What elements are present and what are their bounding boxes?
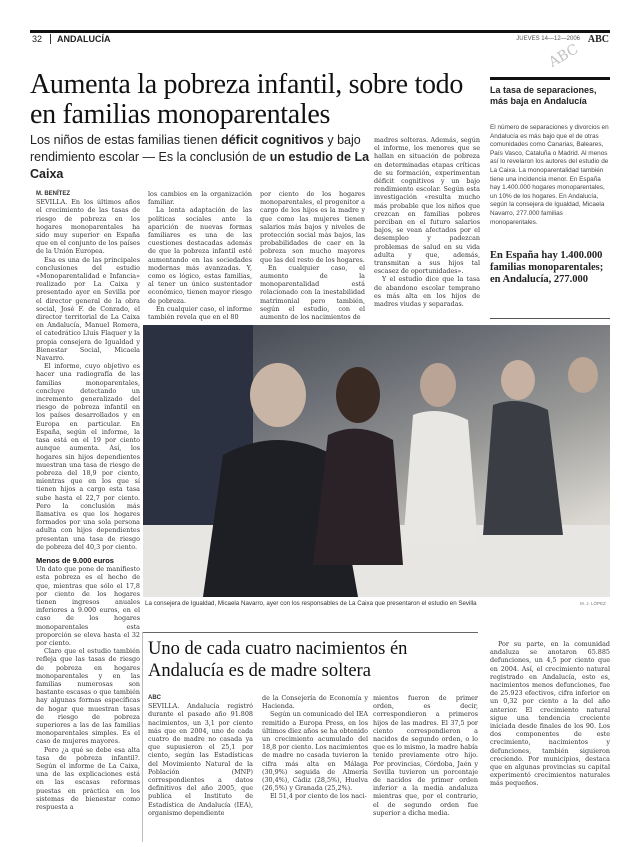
paragraph: Un dato que pone de manifiesto esta pobreza es el hecho de que, mientras que sólo el 17,8 por ciento de los hogares tienen ingresos anuales inferiores a 9.000 euros, en el caso de los hogares monoparentales esta proporción se eleva hasta el 32 por ciento. xyxy=(36,565,140,647)
pull-quote: En España hay 1.400.000 familias monoparentales; en Andalucía, 277.000 xyxy=(490,250,604,285)
paragraph: Según un comunicado del IEA remitido a Europa Press, en los últimos diez años se ha obtenido un crecimiento acumulado del 18,8 por ciento. Los nacimientos de madre no casada tuvieron la cifra más alta en Málaga (30,9%) seguida de Almería (30,4%), Cádiz (28,5%), Huelva (26,5%) y Granada (25,2%). xyxy=(262,710,368,793)
article1-column-2 xyxy=(148,190,252,321)
article2-column-3 xyxy=(373,694,478,817)
byline: ABC xyxy=(148,695,161,701)
page-number: 32 xyxy=(32,34,43,44)
section-name: ANDALUCÍA xyxy=(50,34,111,44)
paragraph: El informe, cuyo objetivo es hacer una radiografía de las familias monoparentales, concluye detectando un incremento generalizado del riesgo de pobreza infantil en los países desarrollados y en Europa en particular. En España, según el informe, la tasa está en el 19 por ciento aunque aumenta. Así, los hogares sin hijos dependientes muestran una tasa de riesgo de pobreza del 18,9 por ciento, mientras que en los que sí tienen hijos a cargo esta tasa sube hasta el 22,7 por ciento. Pero la conclusión más llamativa es que los hogares formados por una sola persona adulta con hijos dependientes presentan una tasa de riesgo de pobreza del 40,3 por ciento. xyxy=(36,362,140,551)
sidebar-bottom-rule xyxy=(490,318,610,319)
article2-column-1 xyxy=(148,694,253,817)
paragraph: La lenta adaptación de las políticas sociales ante la aparición de nuevas formas familiares es una de las cuestiones destacadas además de que la pobreza infantil esté aumentando en las sociedades modernas más avanzadas. Y, como es lógico, estas familias, al tener un único sustentador económico, tienen mayor riesgo de pobreza. xyxy=(148,206,252,305)
photo-caption: La consejera de Igualdad, Micaela Navarro, ayer con los responsables de La Caixa que presentaron el estudio en Sevilla xyxy=(145,600,477,607)
article1-column-1 xyxy=(36,190,140,811)
paragraph: Esa es una de las principales conclusiones del estudio «Monoparentalidad e Infancia» realizado por La Caixa y presentado ayer en Sevilla por el director general de la obra social, José F. de Conrado, el director territorial de La Caixa en Andalucía, Manuel Romera, el catedrático Lluís Flaquer y la propia consejera de Igualdad y Bienestar Social, Micaela Navarro. xyxy=(36,255,140,363)
paragraph: los cambios en la organización familiar. xyxy=(148,190,252,207)
paragraph: Y el estudio dice que la tasa de abandono escolar temprano es más alta en los hijos de madres viudas y separadas. xyxy=(374,275,480,309)
subhead-bold: un estudio de La Caixa xyxy=(30,150,370,181)
column-divider xyxy=(142,632,143,842)
press-conference-photo xyxy=(143,325,610,597)
paragraph: Pero ¿a qué se debe esa alta tasa de pobreza infantil?. Según el informe de La Caixa, una de las explicaciones está en las escasas reformas puestas en práctica en los sistemas de bienestar como respuesta a xyxy=(36,745,140,812)
article2-rule xyxy=(143,632,478,633)
sidebar-rule xyxy=(490,77,610,80)
subhead-text: Los niños de estas familias tienen xyxy=(30,133,222,147)
paragraph: mientos fueron de primer orden, es decir, correspondieron a primeros hijos de las madres. El 37,5 por ciento correspondieron a nacidos de segundo orden, o lo que es lo mismo, la madre había tenido previamente otro hijo. Por provincias, Córdoba, Jaén y Sevilla tuvieron un porcentaje de nacidos de primer orden inferior a la media andaluza mientras que, por el contrario, el de segundo orden fue superior a dicha media. xyxy=(373,694,478,817)
paragraph: por ciento de los hogares monoparentales, el progenitor a cargo de los hijos es la madre y que como las mujeres tienen salarios más bajos y niveles de protección social más bajos, las probabilidades de caer en la pobreza son mucho mayores que las del resto de los hogares. xyxy=(260,190,365,264)
paragraph: Claro que el estudio también refleja que las tasas de riesgo de pobreza en hogares monoparentales y en las familias numerosas son bastante escasas o que también hay algunas formas específicas de hogar que muestran tasas de riesgo de pobreza superiores a las de las familias monoparentales simples. Es el caso de mujeres mayores. xyxy=(36,647,140,746)
subhead-bold: déficit cognitivos xyxy=(221,133,324,147)
paragraph: SEVILLA. Andalucía registró durante el pasado año 91.808 nacimientos, un 3,1 por ciento más que en 2004, uno de cada cuatro de madre no casada ya que supusieron el 25,1 por ciento, según las Estadísticas del Movimiento Natural de la Población (MNP) correspondientes a datos definitivos del año 2005, que publica el Instituto de Estadística de Andalucía (IEA), organismo dependiente xyxy=(148,702,253,817)
photo-illustration xyxy=(143,325,610,597)
paragraph: SEVILLA. En los últimos años el crecimiento de las tasas de riesgo de pobreza en los hogares monoparentales ha sido muy superior en España que en el conjunto de los países de la Unión Europea. xyxy=(36,198,140,256)
issue-date: JUEVES 14—12—2006 xyxy=(516,36,580,42)
article2-column-4 xyxy=(490,640,610,788)
sidebar-body: El número de separaciones y divorcios en Andalucía es más bajo que el de otras comunidades como Canarias, Baleares, País Vasco, Cataluña o Madrid. Al menos así lo revelaron los autores del estudio de La Caixa. La monoparentalidad también tiene una incidencia menor. En España hay 1.400.000 hogares monoparentales, un 10% de los hogares. En Andalucía, según la consejera de Igualdad, Micaela Navarro, 277.000 familias monoparentales. xyxy=(490,124,609,226)
byline: M. BENÍTEZ xyxy=(36,191,70,197)
main-headline: Aumenta la pobreza infantil, sobre todo en familias monoparentales xyxy=(30,69,464,130)
paragraph: El 51,4 por ciento de los naci- xyxy=(270,792,367,801)
watermark: ABC xyxy=(546,41,582,71)
paragraph: madres solteras. Además, según el informe, los menores que se hallan en situación de pobreza en determinadas etapas críticas de su formación, experimentan déficit cognitivos y un bajo rendimiento escolar. Según esta investigación «resulta mucho más probable que los niños que crezcan en familias pobres perciban en el futuro salarios bajos, se vean afectados por el desempleo y padezcan problemas de salud en su vida adulta y que, además, transmitan a sus hijos tal escasez de oportunidades». xyxy=(374,136,480,276)
section-subheading: Menos de 9.000 euros xyxy=(36,555,114,565)
article1-column-4 xyxy=(374,136,480,308)
photo-credit: M. J. LÓPEZ xyxy=(580,601,606,606)
top-rule xyxy=(30,30,610,33)
subheadline xyxy=(30,132,370,183)
paragraph: En cualquier caso, el informe también revela que en el 80 xyxy=(148,304,252,322)
paragraph: En cualquier caso, el aumento de la monoparentalidad está relacionado con la inestabilidad matrimonial pero también, según el estudio, con el aumento de los nacimientos de xyxy=(260,263,365,322)
paragraph: Por su parte, en la comunidad andaluza se anotaron 65.885 defunciones, un 4,5 por ciento que en 2004. Así, el crecimiento natural registrado en Andalucía, esto es, nacimientos menos defunciones, fue de 25.923 efectivos, cifra inferior en un 0,32 por ciento a la del año anterior. El crecimiento natural sigue una tendencia creciente iniciada desde finales de los 90. Los dos componentes de este crecimiento, nacimientos y defunciones, también siguieron creciendo. Por municipios, destaca que en algunas provincias su capital experimentó crecimientos naturales más pequeños. xyxy=(490,640,610,788)
article2-column-2 xyxy=(262,694,368,801)
sidebar-title: La tasa de separaciones, más baja en Andalucía xyxy=(490,85,597,106)
newspaper-logo: ABC xyxy=(587,34,609,45)
article2-headline: Uno de cada cuatro nacimientos én Andalucía es de madre soltera xyxy=(148,639,408,681)
subhead-text: y bajo rendimiento escolar — Es la conclusión de xyxy=(30,133,361,164)
paragraph: de la Consejería de Economía y Hacienda. xyxy=(262,694,368,711)
article1-column-3 xyxy=(260,190,365,321)
